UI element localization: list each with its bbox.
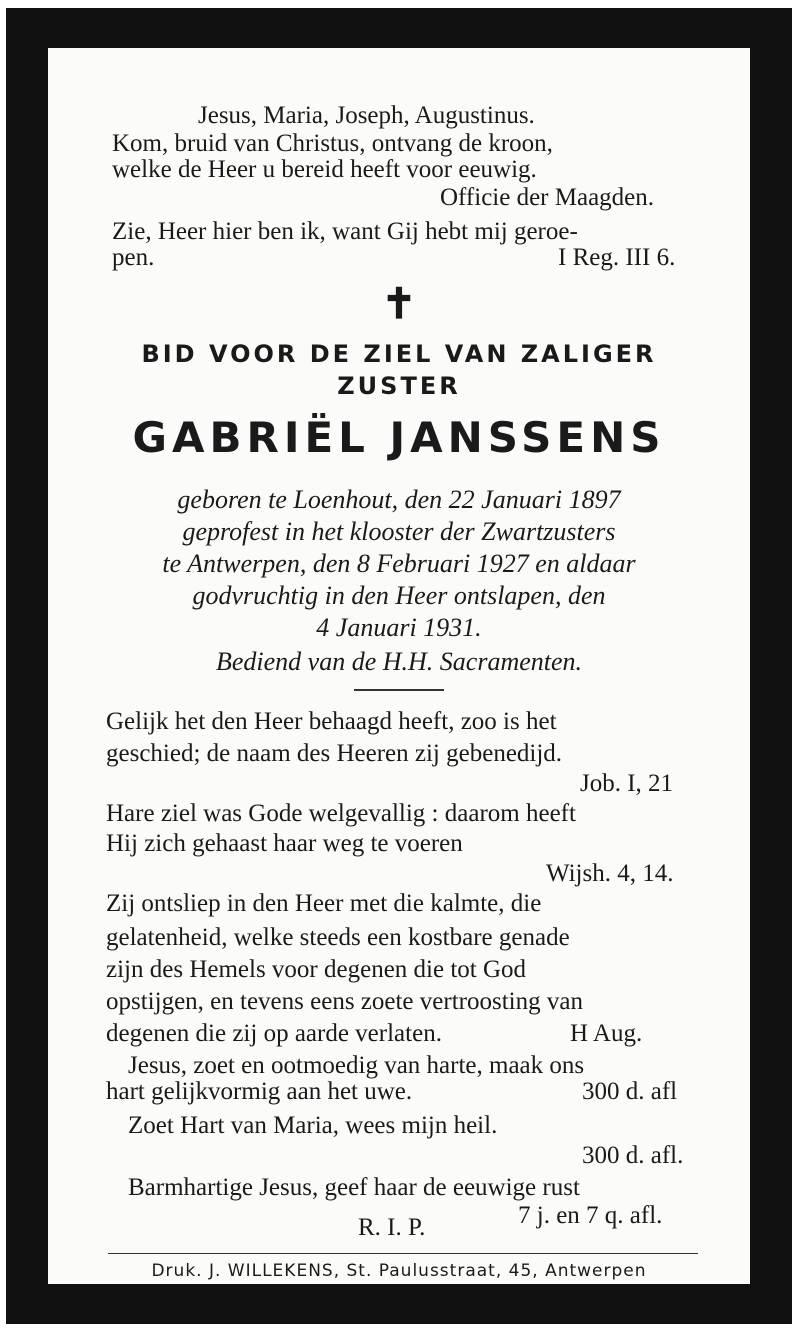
memorial-card: [48, 48, 750, 1284]
quote-3-line-4: opstijgen, en tevens eens zoete vertroosting van: [106, 988, 583, 1015]
footer-divider: [108, 1253, 698, 1254]
deceased-name: GABRIËL JANSSENS: [132, 413, 666, 462]
motto-line-4: Zie, Heer hier ben ik, want Gij hebt mij geroe-: [112, 218, 578, 245]
rip: R. I. P.: [358, 1214, 426, 1241]
heading-line-2: ZUSTER: [337, 372, 461, 400]
quote-1-line-1: Gelijk het den Heer behaagd heeft, zoo is het: [106, 708, 557, 735]
quote-3-line-2: gelatenheid, welke steeds een kostbare genade: [106, 924, 570, 951]
cross-icon: ✝: [381, 282, 417, 328]
bio-line-2: geprofest in het klooster der Zwartzusters: [182, 517, 616, 546]
motto-line-3: welke de Heer u bereid heeft voor eeuwig.: [112, 156, 537, 183]
prayer-1-line-2: hart gelijkvormig aan het uwe.: [106, 1078, 413, 1105]
prayer-3-line-1: Barmhartige Jesus, geef haar de eeuwige rust: [128, 1174, 580, 1201]
memorial-card-border: [6, 8, 792, 1324]
section-divider: [354, 689, 444, 691]
motto-line-1: Jesus, Maria, Joseph, Augustinus.: [198, 102, 535, 129]
bio-line-6: Bediend van de H.H. Sacramenten.: [215, 647, 583, 676]
bio-line-1: geboren te Loenhout, den 22 Januari 1897: [177, 485, 621, 514]
quote-3-line-1: Zij ontsliep in den Heer met die kalmte, die: [106, 890, 542, 917]
heading-line-1: BID VOOR DE ZIEL VAN ZALIGER: [141, 340, 657, 368]
printer-credit: Druk. J. WILLEKENS, St. Paulusstraat, 45, Antwerpen: [151, 1261, 647, 1281]
motto-line-2: Kom, bruid van Christus, ontvang de kroon,: [112, 130, 553, 157]
motto-line-5: pen.: [112, 244, 155, 271]
prayer-3-indulgence: 7 j. en 7 q. afl.: [518, 1202, 663, 1229]
quote-3-source: H Aug.: [570, 1020, 643, 1047]
quote-2-line-2: Hij zich gehaast haar weg te voeren: [106, 830, 463, 857]
quote-2-source: Wijsh. 4, 14.: [546, 860, 674, 887]
bio-line-3: te Antwerpen, den 8 Februari 1927 en aldaar: [162, 549, 636, 578]
quote-1-source: Job. I, 21: [580, 770, 674, 797]
prayer-1-line-1: Jesus, zoet en ootmoedig van harte, maak ons: [128, 1052, 585, 1079]
quote-2-line-1: Hare ziel was Gode welgevallig : daarom heeft: [106, 800, 576, 827]
bio-line-4: godvruchtig in den Heer ontslapen, den: [192, 581, 606, 610]
motto-source-1: Officie der Maagden.: [440, 184, 655, 211]
quote-3-line-5: degenen die zij op aarde verlaten.: [106, 1020, 442, 1047]
quote-1-line-2: geschied; de naam des Heeren zij gebenedijd.: [106, 740, 563, 767]
quote-3-line-3: zijn des Hemels voor degenen die tot God: [106, 956, 527, 983]
motto-source-2: I Reg. III 6.: [558, 244, 676, 271]
bio-line-5: 4 Januari 1931.: [316, 613, 482, 642]
prayer-2-indulgence: 300 d. afl.: [582, 1142, 684, 1169]
prayer-1-indulgence: 300 d. afl: [582, 1078, 678, 1105]
prayer-2-line-1: Zoet Hart van Maria, wees mijn heil.: [128, 1112, 498, 1139]
